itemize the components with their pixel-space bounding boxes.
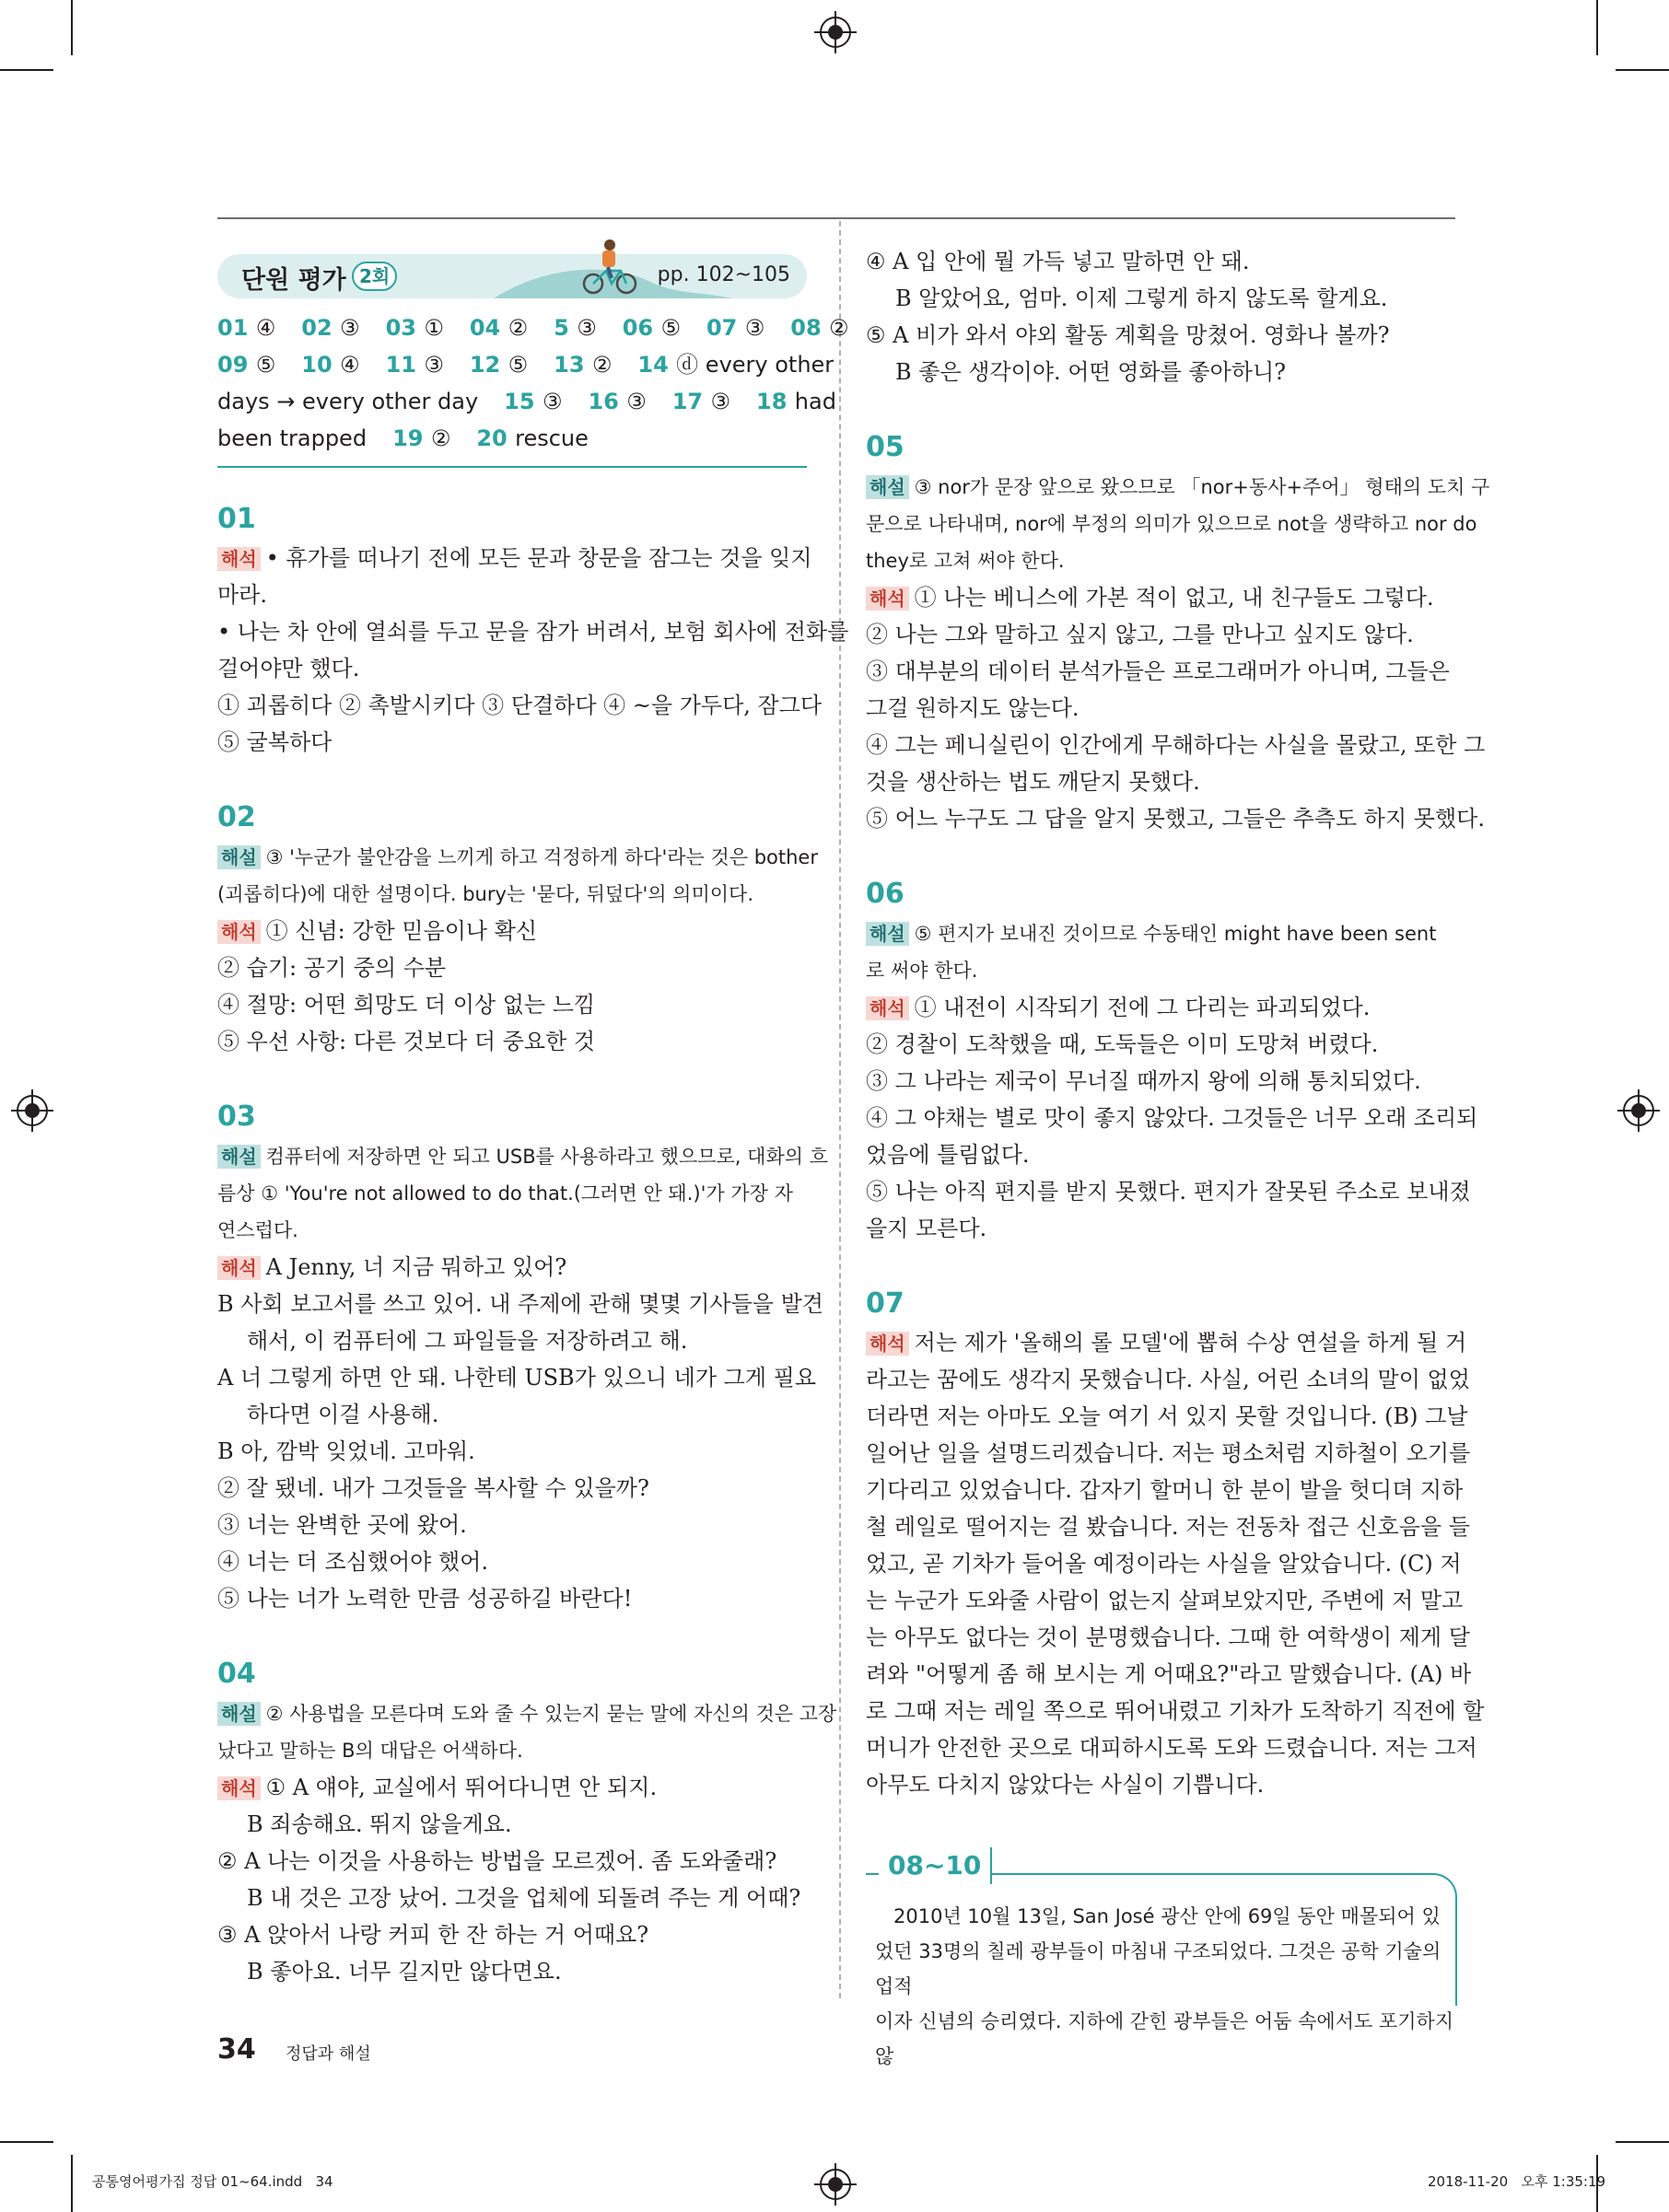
question-number: 18 — [756, 389, 795, 414]
answer-item — [637, 352, 834, 378]
text-line: ④ A 입 안에 뭘 가득 넣고 말하면 안 돼. — [866, 249, 1250, 274]
text-line: • 휴가를 떠나기 전에 모든 문과 창문을 잠그는 것을 잊지 — [265, 545, 812, 571]
unit-test-banner — [217, 254, 807, 298]
text-line: 는 아무도 없다는 것이 분명했습니다. 그때 한 여학생이 제게 달 — [866, 1624, 1470, 1650]
left-column — [217, 479, 849, 1990]
question-number: 15 — [504, 389, 543, 414]
text-line: B 좋은 생각이야. 어떤 영화를 좋아하니? — [895, 359, 1287, 385]
text-line: ④ 그 야채는 별로 맛이 좋지 않았다. 그것들은 너무 오래 조리되 — [866, 1105, 1478, 1131]
text-line: 2010년 10월 13일, San José 광산 안에 69일 동안 매몰되어 있 — [893, 1905, 1441, 1927]
section-number: 06 — [866, 878, 905, 910]
text-line: 저는 제가 '올해의 롤 모델'에 뽑혀 수상 연설을 하게 될 거 — [914, 1330, 1467, 1356]
page-number: 34 — [217, 2033, 256, 2066]
text-line: 그걸 원하지도 않는다. — [866, 695, 1080, 721]
text-line: B 아, 깜박 잊었네. 고마워. — [217, 1438, 475, 1464]
text-line: 걸어야만 했다. — [217, 656, 360, 681]
answer-item — [790, 315, 848, 341]
question-number: 09 — [217, 352, 256, 378]
answer-item — [756, 389, 836, 414]
text-line: B 죄송해요. 뛰지 않을게요. — [247, 1811, 512, 1837]
text-line: ① A 얘야, 교실에서 뛰어다니면 안 되지. — [265, 1775, 658, 1800]
column-divider — [839, 221, 841, 1998]
translation-tag: 해석 — [866, 1332, 909, 1356]
translation-tag: 해석 — [866, 996, 909, 1020]
right-column — [866, 243, 1490, 1803]
answer-item — [588, 389, 646, 414]
text-line: 었음에 틀림없다. — [866, 1142, 1030, 1168]
text-line: B 사회 보고서를 쓰고 있어. 내 주제에 관해 몇몇 기사들을 발견 — [217, 1291, 823, 1317]
explanation-tag: 해설 — [866, 475, 909, 499]
answer-item — [392, 425, 450, 451]
answer-value: ③ — [626, 389, 647, 414]
answer-item — [476, 425, 589, 451]
crop-mark — [1596, 0, 1598, 55]
text-line: they로 고쳐 써야 한다. — [866, 550, 1065, 572]
crop-mark — [0, 2141, 53, 2143]
answer-item — [217, 389, 478, 414]
text-line: ① 괴롭히다 ② 촉발시키다 ③ 단결하다 ④ ~을 가두다, 잠그다 — [217, 693, 823, 718]
text-line: 라고는 꿈에도 생각지 못했습니다. 사실, 어린 소녀의 말이 없었 — [866, 1367, 1470, 1392]
question-number: 19 — [392, 425, 431, 451]
text-line: • 나는 차 안에 열쇠를 두고 문을 잠가 버려서, 보험 회사에 전화를 — [217, 619, 849, 645]
text-line: ③ 그 나라는 제국이 무너질 때까지 왕에 의해 통치되었다. — [866, 1068, 1421, 1094]
text-line: 었던 33명의 칠레 광부들이 마침내 구조되었다. 그것은 공학 기술의 업적 — [875, 1940, 1441, 1997]
text-line: ③ A 앉아서 나랑 커피 한 잔 하는 거 어때요? — [217, 1922, 649, 1948]
answer-value: ④ — [340, 352, 360, 378]
text-line: 하다면 이걸 사용해. — [247, 1402, 439, 1427]
translation-tag: 해석 — [217, 920, 261, 944]
crop-mark — [71, 2155, 73, 2212]
text-line: ⑤ 편지가 보내진 것이므로 수동태인 might have been sent — [914, 923, 1437, 945]
registration-mark-icon — [820, 17, 851, 48]
section-number: 02 — [217, 801, 256, 833]
text-line: ④ 절망: 어떤 희망도 더 이상 없는 느낌 — [217, 992, 596, 1018]
text-line: A 너 그렇게 하면 안 돼. 나한테 USB가 있으니 네가 그게 필요 — [217, 1365, 817, 1391]
text-line: B 좋아요. 너무 길지만 않다면요. — [247, 1959, 562, 1985]
answer-item — [672, 389, 730, 414]
answer-value: ⑤ — [508, 352, 529, 378]
question-number: 13 — [554, 352, 592, 378]
text-line: 것을 생산하는 법도 깨닫지 못했다. — [866, 769, 1200, 795]
print-timestamp: 2018-11-20 오후 1:35:19 — [1428, 2173, 1606, 2190]
text-line: ① 신념: 강한 믿음이나 확신 — [265, 918, 538, 944]
text-line: ⑤ 우선 사항: 다른 것보다 더 중요한 것 — [217, 1029, 596, 1054]
answer-value: ① — [424, 315, 444, 341]
section-number: 07 — [866, 1287, 905, 1320]
answer-key — [217, 309, 849, 457]
text-line: ③ '누군가 불안감을 느끼게 하고 걱정하게 하다'라는 것은 bother — [265, 846, 818, 868]
text-line: 더라면 저는 아마도 오늘 여기 서 있지 못할 것입니다. (B) 그날 — [866, 1403, 1468, 1429]
answer-item — [217, 315, 275, 341]
explanation-tag: 해설 — [217, 1702, 261, 1726]
text-line: A Jenny, 너 지금 뭐하고 있어? — [265, 1254, 567, 1280]
answer-value: had — [794, 389, 836, 414]
page-range: pp. 102~105 — [657, 263, 790, 286]
text-line: ③ 대부분의 데이터 분석가들은 프로그래머가 아니며, 그들은 — [866, 658, 1450, 684]
text-line: 컴퓨터에 저장하면 안 되고 USB를 사용하라고 했으므로, 대화의 흐 — [265, 1146, 828, 1168]
answer-key-rule — [217, 466, 807, 468]
registration-mark-icon — [17, 1095, 48, 1126]
text-line: ③ nor가 문장 앞으로 왔으므로 「nor+동사+주어」 형태의 도치 구 — [914, 476, 1490, 498]
text-line: ⑤ 나는 아직 편지를 받지 못했다. 편지가 잘못된 주소로 보내졌 — [866, 1179, 1471, 1205]
explanation-tag: 해설 — [217, 1145, 261, 1169]
text-line: ② 나는 그와 말하고 싶지 않고, 그를 만나고 싶지도 않다. — [866, 622, 1414, 647]
text-line: 해서, 이 컴퓨터에 그 파일들을 저장하려고 해. — [247, 1328, 688, 1354]
answer-item — [301, 352, 359, 378]
question-number: 17 — [671, 389, 711, 414]
translation-tag: 해석 — [217, 547, 261, 571]
answer-row — [217, 309, 849, 346]
text-line: 연스럽다. — [217, 1219, 298, 1241]
answer-value: days → every other day — [217, 389, 479, 414]
text-line: 철 레일로 떨어지는 걸 봤습니다. 저는 전동차 접근 신호음을 들 — [866, 1514, 1470, 1540]
question-number: 06 — [622, 315, 661, 341]
registration-mark-icon — [820, 2169, 851, 2200]
question-number: 04 — [469, 315, 508, 341]
answer-item — [623, 315, 681, 341]
text-line: ② 습기: 공기 중의 수분 — [217, 955, 447, 981]
cyclist-icon — [582, 236, 637, 295]
text-line: B 내 것은 고장 났어. 그것을 업체에 되돌려 주는 게 어때? — [247, 1885, 801, 1911]
text-line: 문으로 나타내며, nor에 부정의 의미가 있으므로 not을 생략하고 nor do — [866, 513, 1477, 535]
answer-value: ③ — [710, 389, 731, 414]
answer-item — [504, 389, 562, 414]
question-number: 10 — [301, 352, 341, 378]
answer-value: been trapped — [217, 425, 368, 451]
answer-value: ② — [508, 315, 529, 341]
text-line: 마라. — [217, 582, 267, 608]
question-number: 20 — [476, 425, 516, 451]
section-number: 01 — [217, 503, 256, 535]
question-number: 07 — [706, 315, 745, 341]
answer-value: ② — [591, 352, 613, 378]
answer-item — [554, 352, 612, 378]
section-number: 03 — [217, 1100, 256, 1133]
answer-value: rescue — [515, 425, 589, 451]
answer-value: ③ — [424, 352, 444, 378]
crop-mark — [1616, 69, 1669, 71]
text-line: ① 내전이 시작되기 전에 그 다리는 파괴되었다. — [914, 995, 1371, 1020]
text-line: 기다리고 있었습니다. 갑자기 할머니 한 분이 발을 헛디뎌 지하 — [866, 1477, 1464, 1503]
answer-value: ⑤ — [255, 352, 276, 378]
text-line: ⑤ 굴복하다 — [217, 729, 333, 755]
answer-item — [301, 315, 359, 341]
answer-value: ③ — [340, 315, 360, 341]
question-number: 03 — [385, 315, 425, 341]
answer-value: ④ — [255, 315, 276, 341]
round-badge: 2회 — [352, 262, 397, 291]
answer-item — [217, 352, 275, 378]
question-number: 12 — [469, 352, 508, 378]
answer-row — [217, 383, 836, 420]
answer-value: ③ — [577, 315, 597, 341]
crop-mark — [1616, 2141, 1669, 2143]
translation-tag: 해석 — [217, 1256, 261, 1280]
question-number: 11 — [385, 352, 425, 378]
translation-tag: 해석 — [217, 1776, 261, 1800]
text-line: B 알았어요, 엄마. 이제 그렇게 하지 않도록 할게요. — [895, 285, 1388, 311]
answer-value: ⑤ — [660, 315, 681, 341]
file-name: 공통영어평가집 정답 01~64.indd 34 — [92, 2173, 333, 2190]
crop-mark — [71, 0, 73, 55]
text-line: ② 경찰이 도착했을 때, 도둑들은 이미 도망쳐 버렸다. — [866, 1031, 1379, 1057]
registration-mark-icon — [1623, 1095, 1654, 1126]
question-number: 08 — [790, 315, 830, 341]
answer-value: ③ — [744, 315, 765, 341]
text-line: ① 나는 베니스에 가본 적이 없고, 내 친구들도 그렇다. — [914, 585, 1434, 611]
question-number: 01 — [217, 315, 256, 341]
top-rule — [217, 217, 1455, 219]
text-line: ② A 나는 이것을 사용하는 방법을 모르겠어. 좀 도와줄래? — [217, 1848, 777, 1874]
question-number: 14 — [637, 352, 677, 378]
explanation-tag: 해설 — [217, 845, 261, 869]
text-line: 었고, 곧 기차가 들어올 예정이라는 사실을 알았습니다. (C) 저 — [866, 1551, 1462, 1577]
text-line: ④ 너는 더 조심했어야 했어. — [217, 1549, 488, 1575]
answer-value: ② — [430, 425, 451, 451]
text-line: (괴롭히다)에 대한 설명이다. bury는 '묻다, 뒤덮다'의 의미이다. — [217, 883, 754, 905]
translation-tag: 해석 — [866, 587, 909, 611]
section-number: 05 — [866, 431, 905, 463]
page-label: 정답과 해설 — [286, 2044, 371, 2064]
text-line: ② 사용법을 모른다며 도와 줄 수 있는지 묻는 말에 자신의 것은 고장 — [265, 1703, 837, 1725]
text-line: 을지 모른다. — [866, 1216, 987, 1241]
answer-value: ③ — [542, 389, 563, 414]
answer-item — [217, 425, 367, 451]
text-line: 름상 ① 'You're not allowed to do that.(그러면 안 돼.)'가 가장 자 — [217, 1182, 793, 1205]
answer-value: ② — [829, 315, 849, 341]
answer-item — [706, 315, 764, 341]
crop-mark — [0, 69, 53, 71]
question-number: 16 — [588, 389, 627, 414]
answer-row — [217, 420, 807, 457]
passage-box — [866, 1838, 1455, 2067]
text-line: 이자 신념의 승리였다. 지하에 갇힌 광부들은 어둠 속에서도 포기하지 않 — [875, 2010, 1454, 2067]
question-number: 5 — [554, 315, 578, 341]
question-number: 02 — [301, 315, 341, 341]
text-line: 머니가 안전한 곳으로 대피하시도록 도와 드렸습니다. 저는 그저 — [866, 1735, 1477, 1761]
answer-row — [217, 346, 834, 383]
text-line: ⑤ A 비가 와서 야외 활동 계획을 망쳤어. 영화나 볼까? — [866, 322, 1390, 348]
banner-title: 단원 평가 — [241, 266, 346, 295]
answer-item — [470, 352, 528, 378]
answer-item — [470, 315, 528, 341]
answer-item — [386, 352, 444, 378]
text-line: 로 써야 한다. — [866, 960, 978, 982]
text-line: ⑤ 어느 누구도 그 답을 알지 못했고, 그들은 추측도 하지 못했다. — [866, 806, 1485, 832]
passage-number: 08~10 — [879, 1847, 992, 1884]
text-line: ② 잘 됐네. 내가 그것들을 복사할 수 있을까? — [217, 1475, 649, 1501]
answer-item — [386, 315, 444, 341]
text-line: 났다고 말하는 B의 대답은 어색하다. — [217, 1740, 523, 1762]
section-number: 04 — [217, 1658, 256, 1690]
text-line: ⑤ 나는 너가 노력한 만큼 성공하길 바란다! — [217, 1586, 633, 1612]
text-line: 로 그때 저는 레일 쪽으로 뛰어내렸고 기차가 도착하기 직전에 할 — [866, 1698, 1485, 1724]
text-line: 아무도 다치지 않았다는 사실이 기쁩니다. — [866, 1772, 1265, 1798]
text-line: 일어난 일을 설명드리겠습니다. 저는 평소처럼 지하철이 오기를 — [866, 1440, 1471, 1466]
text-line: ③ 너는 완벽한 곳에 왔어. — [217, 1512, 467, 1538]
text-line: ④ 그는 페니실린이 인간에게 무해하다는 사실을 몰랐고, 또한 그 — [866, 732, 1486, 758]
answer-value: ⓓ every other — [676, 352, 834, 378]
text-line: 려와 "어떻게 좀 해 보시는 게 어때요?"라고 말했습니다. (A) 바 — [866, 1661, 1472, 1687]
text-line: 는 누군가 도와줄 사람이 없는지 살펴보았지만, 주변에 저 말고 — [866, 1588, 1464, 1613]
explanation-tag: 해설 — [866, 922, 909, 946]
answer-item — [554, 315, 597, 341]
